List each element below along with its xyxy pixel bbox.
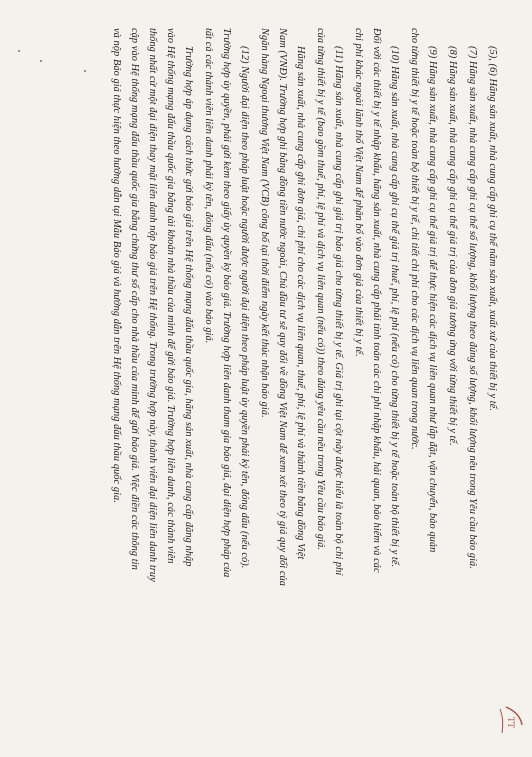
line-note-5-6: (5), (6) Hãng sản xuất, nhà cung cấp ghi cụ thể năm sản xuất, xuất xứ của thiết bị y tế. (487, 46, 498, 412)
line-note-8: (8) Hãng sản xuất, nhà cung cấp ghi cụ thể giá trị của đơn giá tương ứng với từng thiết bị y tế. (447, 46, 458, 446)
scan-speck (84, 70, 86, 72)
line-system-4: cập vào Hệ thống mạng đấu thầu quốc gia bằng chứng thư số cấp cho nhà thầu của mình để gửi báo giá. Việc điền các thông tin (129, 28, 140, 570)
line-note-11-cont: của từng thiết bị y tế (bao gồm thuế, phí, lệ phí và dịch vụ liên quan (nếu có)) theo đúng yêu cầu nêu trong Yêu cầu báo giá. (315, 28, 326, 550)
document-body (38, 28, 508, 728)
line-note-10-cont-2: chi phí khác ngoài lãnh thổ Việt Nam để phân bổ vào đơn giá của thiết bị y tế. (353, 28, 364, 357)
scan-speck (18, 50, 20, 52)
line-currency-2: Nam (VNĐ). Trường hợp ghi bằng đồng tiền nước ngoài, Chủ đầu tư sẽ quy đổi về đồng Việt Nam để xem xét theo tỷ giá quy đổi của (277, 28, 288, 587)
line-note-12-cont-2: tất cả các thành viên liên danh phải ký tên, đóng dấu (nếu có) vào báo giá. (203, 28, 214, 344)
line-note-12-cont-1: Trường hợp ủy quyền, phải gửi kèm theo giấy ủy quyền ký báo giá. Trường hợp liên danh tham gia báo giá, đại diện hợp pháp của (221, 28, 232, 578)
line-system-5: và nộp Báo giá thực hiện theo hướng dẫn tại Mẫu Báo giá và hướng dẫn trên Hệ thống mạng đấu thầu quốc gia. (111, 28, 122, 503)
line-system-3: thống nhất cử một đại diện thay mặt liên danh nộp báo giá trên Hệ thống. Trong trường hợp này, thành viên đại diện liên danh truy (147, 28, 158, 582)
line-system-2: vào Hệ thống mạng đấu thầu quốc gia bằng tài khoản nhà thầu của mình để gửi báo giá. Trường hợp liên danh, các thành viên (165, 28, 176, 564)
line-system-1: Trường hợp áp dụng cách thức gửi báo giá trên Hệ thống mạng đấu thầu quốc gia, hãng sản xuất, nhà cung cấp đăng nhập (183, 46, 194, 567)
line-note-9-cont: cho từng thiết bị y tế hoặc toàn bộ thiết bị y tế, chi tiết chi phí cho các dịch vụ liên quan trong nước. (409, 28, 420, 450)
line-note-9: (9) Hãng sản xuất, nhà cung cấp ghi cụ thể giá trị để thực hiện các dịch vụ liên quan như lắp đặt, vận chuyển, bảo quản (427, 46, 438, 553)
line-currency-1: Hãng sản xuất, nhà cung cấp ghi đơn giá, chi phí cho các dịch vụ liên quan, thuế, phí, lệ phí và thành tiền bằng đồng Việt (295, 46, 306, 560)
line-note-10-cont-1: Đối với các thiết bị y tế nhập khẩu, hãng sản xuất, nhà cung cấp phải tính toán các chi phí nhập khẩu, hải quan, bảo hiểm và các (371, 28, 382, 573)
line-note-7: (7) Hãng sản xuất, nhà cung cấp ghi cụ thể số lượng, khối lượng theo đúng số lượng, khối lượng nêu trong Yêu cầu báo giá. (467, 46, 478, 569)
line-note-11: (11) Hãng sản xuất, nhà cung cấp ghi giá trị báo giá cho từng thiết bị y tế. Giá trị ghi tại cột này được hiểu là toàn bộ chi phí (333, 46, 344, 576)
line-currency-3: Ngân hàng Ngoại thương Việt Nam (VCB) công bố tại thời điểm ngày kết thúc nhận báo giá. (259, 28, 270, 418)
line-note-10: (10) Hãng sản xuất, nhà cung cấp ghi cụ thể giá trị thuế, phí, lệ phí (nếu có) cho từng thiết bị y tế hoặc toàn bộ thiết bị y tế. (389, 46, 400, 568)
scan-speck (40, 60, 42, 62)
stamp-text: TT (506, 717, 516, 728)
line-note-12: (12) Người đại diện theo pháp luật hoặc người được người đại diện theo pháp luật ủy quyền phải ký tên, đóng dấu (nếu có). (239, 46, 250, 569)
